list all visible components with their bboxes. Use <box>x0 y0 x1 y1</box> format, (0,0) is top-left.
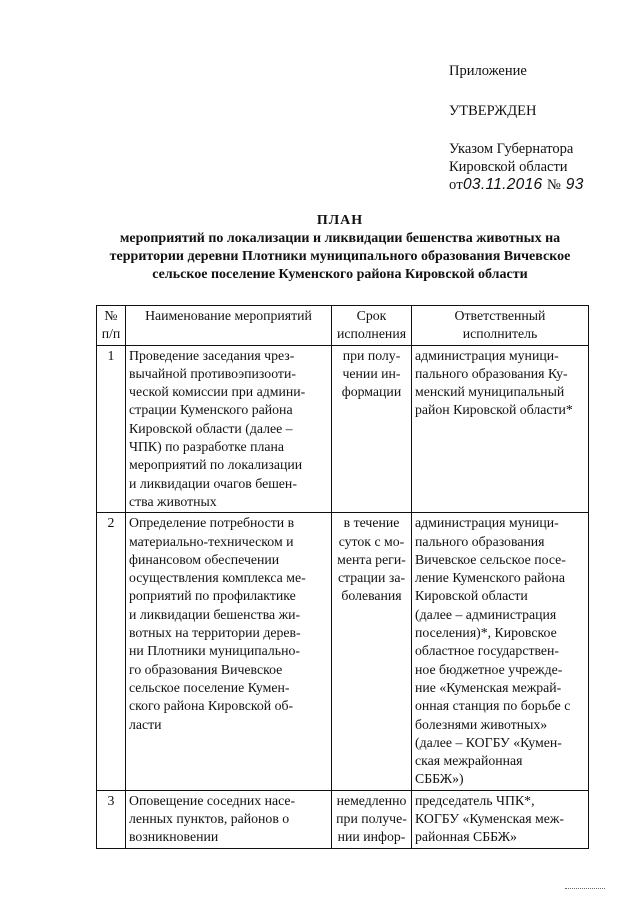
plan-subtitle-line1: мероприятий по локализации и ликвидации бешенства животных на <box>119 231 561 246</box>
plan-title <box>90 212 590 284</box>
approval-block <box>449 62 584 194</box>
table-header-row <box>97 306 589 346</box>
row-deadline: немедленно при получе- нии инфор- <box>332 790 412 848</box>
header-responsible: Ответственный исполнитель <box>412 306 589 346</box>
decree-date: 03.11.2016 <box>463 176 543 193</box>
page-mark <box>565 888 605 891</box>
table-row <box>97 513 589 790</box>
row-deadline: при полу- чении ин- формации <box>332 345 412 513</box>
row-responsible: администрация муници- пального образования Ку- менский муниципальный район Кировской области* <box>412 345 589 513</box>
row-deadline: в течение суток с мо- мента реги- страции за- болевания <box>332 513 412 790</box>
row-activity: Определение потребности в материально-техническом и финансовом обеспечении осуществления комплекса ме- роприятий по профилактике и ликвидации бешенства жи- вотных на территории дерев- ни Плотники муниципально- го образования Вичевское сельское поселение Кумен- ского района Кировской об- ласти <box>126 513 332 790</box>
row-number: 2 <box>97 513 126 790</box>
decree-number: 93 <box>565 176 584 193</box>
plan-subtitle-line3: сельское поселение Куменского района Кировской области <box>152 267 528 282</box>
approved-label: УТВЕРЖДЕН <box>449 103 537 119</box>
row-number: 3 <box>97 790 126 848</box>
from-prefix: от <box>449 177 463 193</box>
table-row <box>97 345 589 513</box>
plan-subtitle-line2: территории деревни Плотники муниципального образования Вичевское <box>109 249 571 264</box>
appendix-label: Приложение <box>449 63 527 79</box>
approved-by-line2: Кировской области <box>449 159 568 175</box>
header-activity: Наименование мероприятий <box>126 306 332 346</box>
row-activity: Проведение заседания чрез- вычайной противоэпизооти- ческой комиссии при админи- страции Куменского района Кировской области (далее – ЧПК) по разработке плана мероприятий по локализации и ликвидации очагов бешен- ства животных <box>126 345 332 513</box>
row-number: 1 <box>97 345 126 513</box>
row-activity: Оповещение соседних насе- ленных пунктов, районов о возникновении <box>126 790 332 848</box>
header-number: № п/п <box>97 306 126 346</box>
plan-table <box>96 305 589 849</box>
table-row <box>97 790 589 848</box>
decree-date-number <box>449 176 584 194</box>
row-responsible: председатель ЧПК*, КОГБУ «Куменская меж- районная СББЖ» <box>412 790 589 848</box>
header-deadline: Срок исполнения <box>332 306 412 346</box>
approved-by-line1: Указом Губернатора <box>449 141 574 157</box>
number-sign: № <box>547 177 562 193</box>
row-responsible: администрация муници- пального образования Вичевское сельское посе- ление Куменского района Кировской области (далее – администрация поселения)*, Кировское областное государствен- ное бюджетное учрежде- ние «Куменская межрай- онная станция по борьбе с болезнями животных» (далее – КОГБУ «Кумен- ская межрайонная СББЖ») <box>412 513 589 790</box>
plan-heading: ПЛАН <box>316 213 364 228</box>
